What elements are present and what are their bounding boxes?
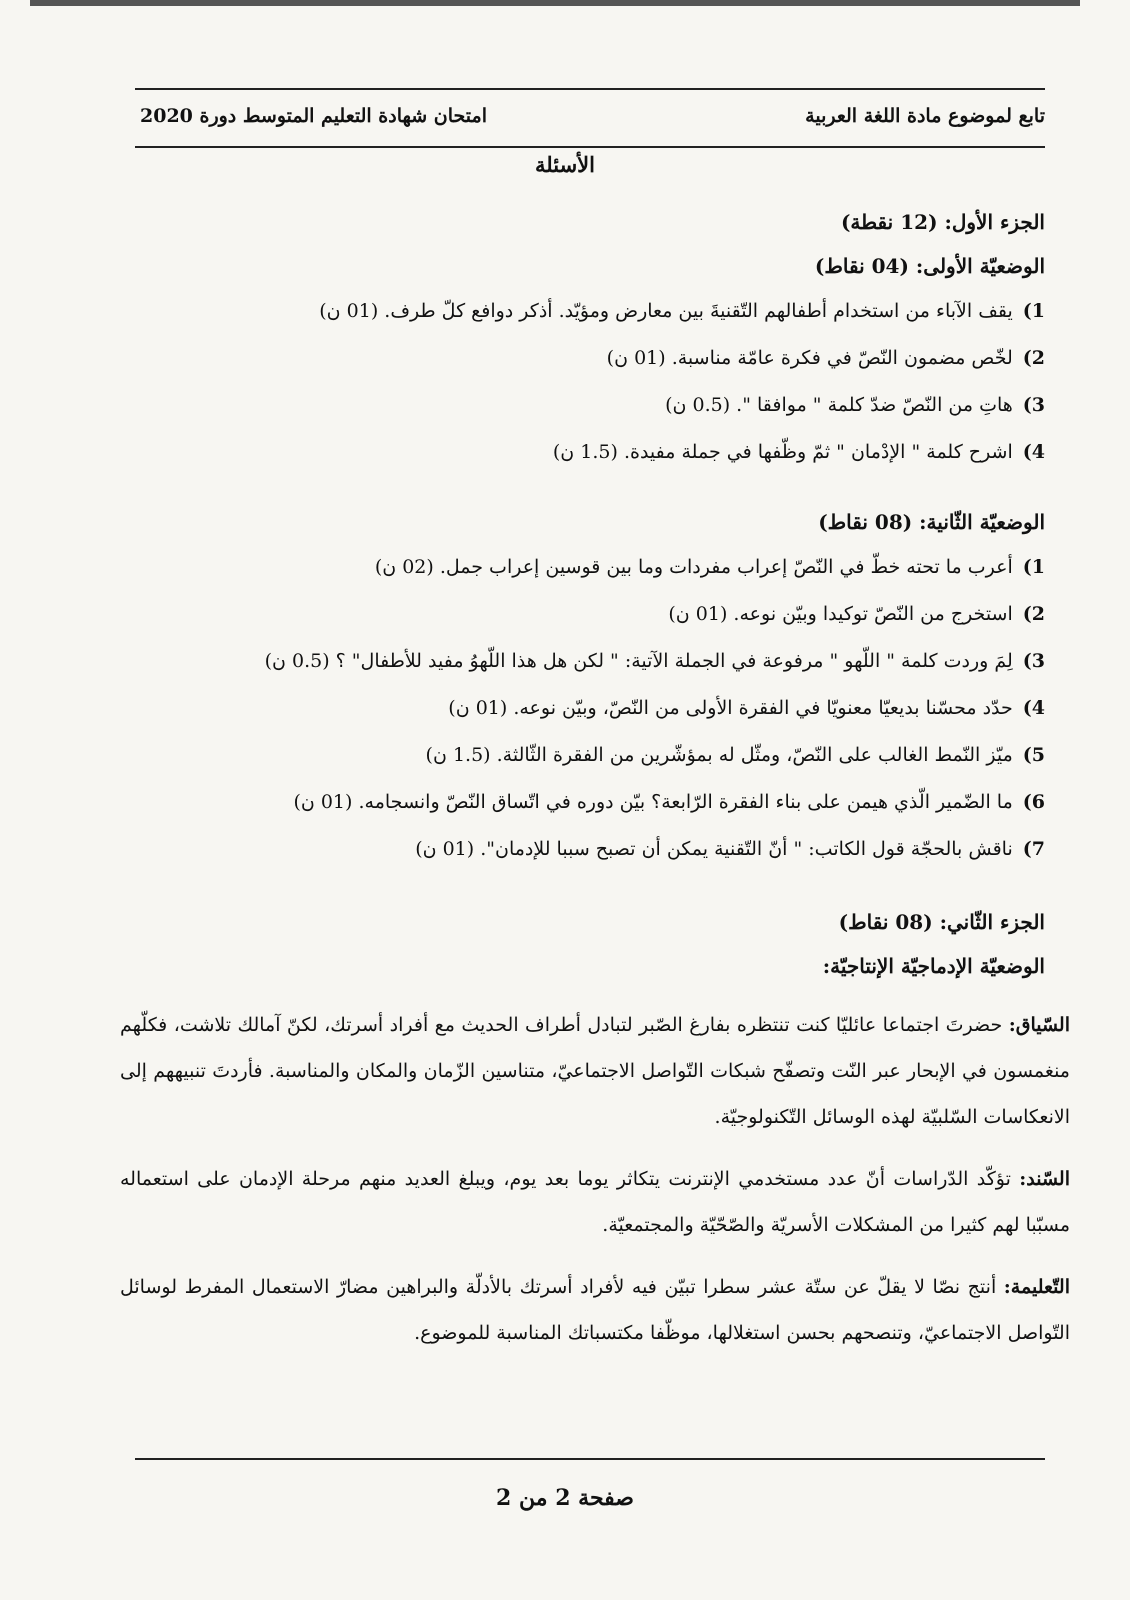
instruction-label: التّعليمة:	[1003, 1276, 1070, 1298]
part-one	[115, 200, 1045, 476]
question-item: 4) اشرح كلمة " الإدْمان " ثمّ وظّفها في جملة مفيدة. (1.5 ن)	[552, 441, 1045, 463]
situation-two-questions	[115, 544, 1045, 873]
scan-edge	[30, 0, 1080, 6]
page-header	[140, 96, 1045, 136]
footer-rule	[135, 1458, 1045, 1460]
situation-one-heading: الوضعيّة الأولى: (04 نقاط)	[814, 254, 1045, 278]
instruction-paragraph	[120, 1264, 1070, 1356]
question-item: 1) أعرب ما تحته خطّ في النّصّ إعراب مفردات وما بين قوسين إعراب جمل. (02 ن)	[374, 556, 1045, 578]
integrative-situation-heading: الوضعيّة الإدماجيّة الإنتاجيّة:	[822, 954, 1045, 978]
exam-title: امتحان شهادة التعليم المتوسط دورة 2020	[140, 105, 488, 127]
integrative-situation	[120, 1002, 1070, 1356]
question-item: 4) حدّد محسّنا بديعيّا معنويّا في الفقرة الأولى من النّصّ، وبيّن نوعه. (01 ن)	[448, 697, 1045, 719]
instruction-text: أنتج نصّا لا يقلّ عن ستّة عشر سطرا تبيّن فيه لأفراد أسرتك بالأدلّة والبراهين مضارّ الاستعمال المفرط لوسائل التّواصل الاجتماعيّ، وتنصحهم بحسن استغلالها، موظّفا مكتسباتك المناسبة للموضوع.	[120, 1276, 1070, 1344]
header-bottom-rule	[135, 146, 1045, 148]
situation-two-heading: الوضعيّة الثّانية: (08 نقاط)	[818, 510, 1045, 534]
question-item: 5) ميّز النّمط الغالب على النّصّ، ومثّل له بمؤشّرين من الفقرة الثّالثة. (1.5 ن)	[425, 744, 1045, 766]
header-top-rule	[135, 88, 1045, 90]
part-one-heading: الجزء الأول: (12 نقطة)	[840, 210, 1045, 234]
question-item: 7) ناقش بالحجّة قول الكاتب: " أنّ التّقنية يمكن أن تصبح سببا للإدمان". (01 ن)	[415, 838, 1045, 860]
part-two	[115, 900, 1045, 988]
subject-title: تابع لموضوع مادة اللغة العربية	[805, 105, 1045, 127]
part-two-heading: الجزء الثّاني: (08 نقاط)	[838, 910, 1045, 934]
question-item: 1) يقف الآباء من استخدام أطفالهم التّقنيةَ بين معارض ومؤيّد. أذكر دوافع كلّ طرف. (01 ن)	[319, 300, 1045, 322]
context-text: حضرتَ اجتماعا عائليّا كنت تنتظره بفارغ الصّبر لتبادل أطراف الحديث مع أفراد أسرتك، لكنّ آمالك تلاشت، فكلّهم منغمسون في الإبحار عبر النّت وتصفّح شبكات التّواصل الاجتماعيّ، متناسين الزّمان والمكان والمناسبة. فأردتَ تنبيههم إلى الانعكاسات السّلبيّة لهذه الوسائل التّكنولوجيّة.	[120, 1014, 1070, 1128]
support-text: تؤكّد الدّراسات أنّ عدد مستخدمي الإنترنت يتكاثر يوما بعد يوم، ويبلغ العديد منهم مرحلة الإدمان على استعماله مسبّبا لهم كثيرا من المشكلات الأسريّة والصّحّيّة والمجتمعيّة.	[120, 1168, 1070, 1236]
question-item: 3) لِمَ وردت كلمة " اللّهو " مرفوعة في الجملة الآتية: " لكن هل هذا اللّهوُ مفيد للأطفال" ؟ (0.5 ن)	[264, 650, 1045, 672]
context-paragraph	[120, 1002, 1070, 1140]
situation-one-questions	[115, 288, 1045, 476]
context-label: السّياق:	[1008, 1014, 1070, 1036]
question-item: 3) هاتِ من النّصّ ضدّ كلمة " موافقا ". (0.5 ن)	[665, 394, 1045, 416]
page-title: الأسئلة	[535, 152, 595, 177]
situation-two	[115, 500, 1045, 873]
page-number: صفحة 2 من 2	[496, 1485, 634, 1511]
support-label: السّند:	[1019, 1168, 1070, 1190]
support-paragraph	[120, 1156, 1070, 1248]
question-item: 2) لخّص مضمون النّصّ في فكرة عامّة مناسبة. (01 ن)	[606, 347, 1045, 369]
question-item: 2) استخرج من النّصّ توكيدا وبيّن نوعه. (01 ن)	[668, 603, 1045, 625]
question-item: 6) ما الضّمير الّذي هيمن على بناء الفقرة الرّابعة؟ بيّن دوره في اتّساق النّصّ وانسجامه. (01 ن)	[293, 791, 1045, 813]
